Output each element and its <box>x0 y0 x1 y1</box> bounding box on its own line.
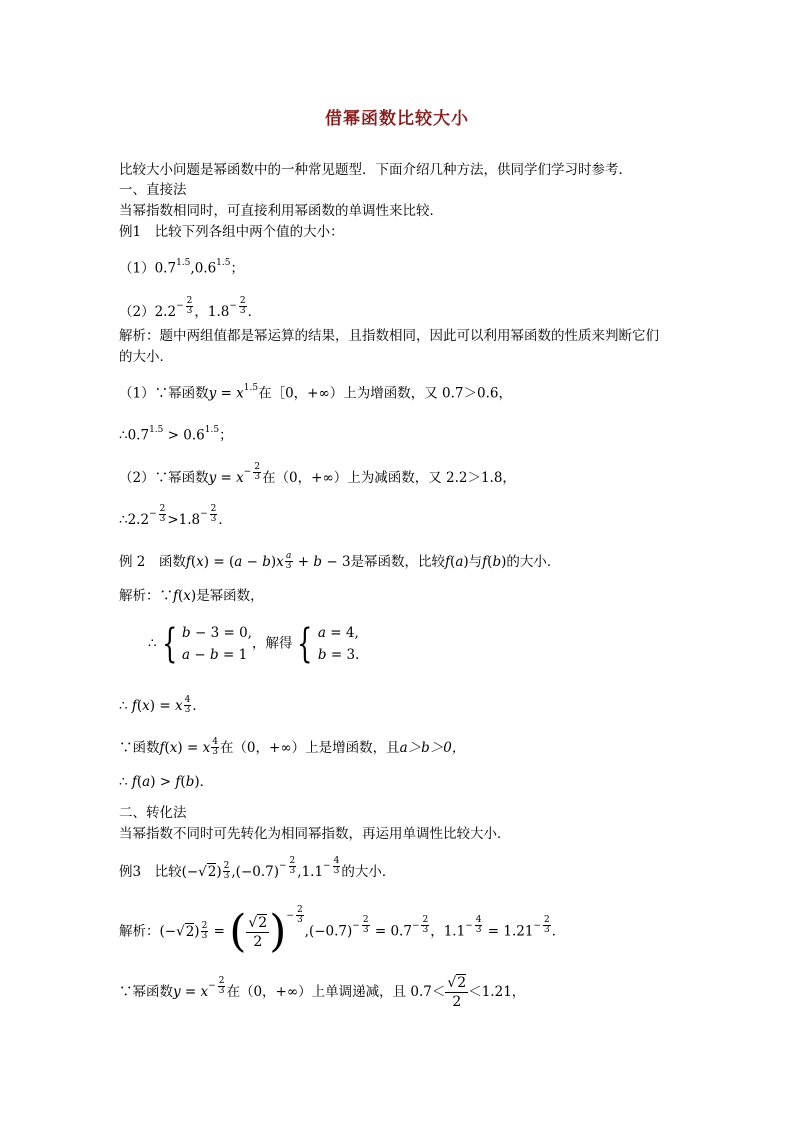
analysis2-intro: 解析：∵f(x)是幂函数， <box>119 588 264 604</box>
intro-paragraph: 比较大小问题是幂函数中的一种常见题型．下面介绍几种方法，供同学们学习时参考． <box>119 162 632 178</box>
analysis3-transform: 解析：(−√2) $\frac{2}{3}$ = ( $\frac{√2}{2}$ ) − $\frac{2}{3}$ ,(−0.7) − $\frac{2}{3}$ = 0.7 − $\frac{2}{3}$ ，1.1 − $\frac{4}{3}$ = 1.21 − $\frac{2}{3}$ ． <box>119 905 566 957</box>
example2-statement: 例 2 函数f(x) = (a − b)x $\frac{a}{3}$ + b − 3是幂函数，比较f(a)与f(b)的大小． <box>119 551 561 571</box>
analysis3-decreasing: ∵幂函数y = x − $\frac{2}{3}$ 在（0，+∞）上单调递减，且 0.7＜ $\frac{√2}{2}$ ＜1.21， <box>119 975 526 1010</box>
section2-heading: 二、转化法 <box>119 805 187 821</box>
section2-description: 当幂指数不同时可先转化为相同幂指数，再运用单调性比较大小． <box>119 826 511 842</box>
solution1-step1: （1）∵幂函数$y = x^{1.5}$在［0，+∞）上为增函数，又 0.7＞0.6， <box>119 383 512 402</box>
example3-statement: 例3 比较(−√2) $\frac{2}{3}$ ,(−0.7) − $\frac{2}{3}$ ,1.1 − $\frac{4}{3}$ 的大小． <box>119 855 396 881</box>
example1-question2: （2）2.2 − $\frac{2}{3}$ ，1.8 − $\frac{2}{3}$ ． <box>119 295 262 320</box>
analysis2-system: ∴ { b − 3 = 0, a − b = 1 ，解得 { a = 4, b = 3. <box>148 621 360 667</box>
example1-question1: $(1)0.7^{1.5},0.6^{1.5}$； <box>119 258 244 277</box>
solution1-step2: （2）∵幂函数y = x − $\frac{2}{3}$ 在（0，+∞）上为减函数，又 2.2＞1.8， <box>119 461 516 486</box>
analysis2-conclusion: ∴ f(a) > f(b)． <box>119 774 214 790</box>
section1-description: 当幂指数相同时，可直接利用幂函数的单调性来比较． <box>119 203 443 219</box>
page-title: 借幂函数比较大小 <box>325 109 469 129</box>
solution1-conclusion1: $\therefore 0.7^{1.5} > 0.6^{1.5}$； <box>119 425 233 444</box>
solution1-conclusion2: ∴2.2 − $\frac{2}{3}$ >1.8 − $\frac{2}{3}$ ． <box>119 503 232 528</box>
section1-heading: 一、直接法 <box>119 182 187 198</box>
example1-label: 例1 比较下列各组中两个值的大小： <box>119 224 344 240</box>
analysis1-line2: 的大小． <box>119 349 173 365</box>
analysis2-increasing: ∵函数f(x) = x $\frac{4}{3}$ 在（0，+∞）上是增函数，且a＞b＞0， <box>119 737 466 757</box>
analysis1-line1: 解析：题中两组值都是幂运算的结果，且指数相同，因此可以利用幂函数的性质来判断它们 <box>119 328 659 344</box>
analysis2-function: ∴ f(x) = x $\frac{4}{3}$ ． <box>119 695 206 715</box>
